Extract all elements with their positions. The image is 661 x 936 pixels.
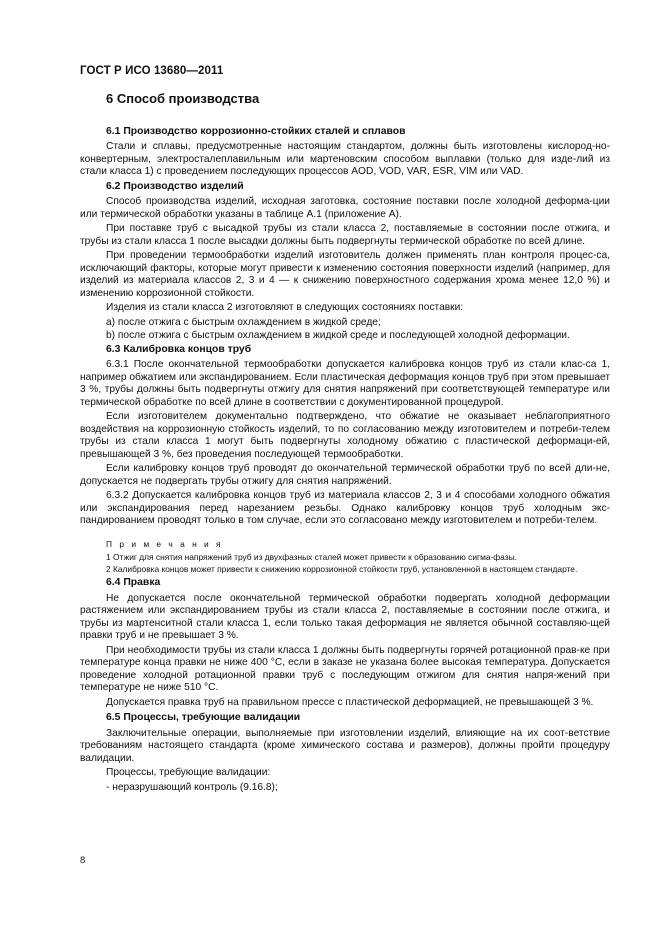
paragraph: Способ производства изделий, исходная заготовка, состояние поставки после холодной деформа-ции или термической обработки указаны в таблице А.1 (приложение А). <box>80 196 610 220</box>
subsection-6-2-title: 6.2 Производство изделий <box>106 180 244 192</box>
paragraph: При необходимости трубы из стали класса 1 должны быть подвергнуты горячей ротационной прав-ке при температуре конца правки не ниже 400 °С, если в заказе не указана более высокая температура. Допускается проведение холодной ротационной правки труб с последующим отжигом для снятия напря-жений при температуре не ниже 510 °С. <box>80 644 610 693</box>
paragraph: При проведении термообработки изделий изготовитель должен применять план контроля процес-са, исключающий факторы, которые могут привести к изменению состояния поверхности изделий (например, для изделий из материала классов 2, 3 и 4 — к снижению поверхностного содержания хрома менее 12,0 %) и изменению коррозионной стойкости. <box>80 250 610 299</box>
paragraph: Допускается правка труб на правильном прессе с пластической деформацией, не превышающей 3 %. <box>106 696 594 708</box>
paragraph: Процессы, требующие валидации: <box>106 767 271 778</box>
note-item: 2 Калибровка концов может привести к снижению коррозионной стойкости труб, установленной в настоящем стандарте. <box>106 563 578 574</box>
list-item: - неразрушающий контроль (9.16.8); <box>106 781 278 793</box>
paragraph: При поставке труб с высадкой трубы из стали класса 2, поставляемые в состоянии после отжига, и трубы из стали класса 1 после высадки должны быть подвергнуты термической обработке по всей длине. <box>80 223 610 247</box>
paragraph: Если калибровку концов труб проводят до окончательной термической обработки труб по всей дли-не, допускается не подвергать трубы отжигу для снятия напряжений. <box>80 463 610 487</box>
notes-title: П р и м е ч а н и я <box>106 538 224 549</box>
paragraph: Заключительные операции, выполняемые при изготовлении изделий, влияющие на их соот-ветствие требованиям настоящего стандарта (кроме химического состава и размеров), должны пройти процедуру валидации. <box>80 727 610 764</box>
page-number: 8 <box>80 855 86 866</box>
list-item: b) после отжига с быстрым охлаждением в жидкой среде и последующей холодной деформации. <box>106 330 570 341</box>
subsection-6-3-title: 6.3 Калибровка концов труб <box>106 343 252 355</box>
paragraph: Если изготовителем документально подтверждено, что обжатие не оказывает неблагоприятного воздействия на коррозионную стойкость изделий, то по согласованию между изготовителем и потреби-телем трубы из стали класса 1 могут быть подвергнуты холодному обжатию с пластической деформаци-ей, превышающей 3 %, без проведения последующей термообработки. <box>80 411 610 460</box>
note-item: 1 Отжиг для снятия напряжений труб из двухфазных сталей может привести к образованию сигма-фазы. <box>106 552 517 562</box>
paragraph: 6.3.2 Допускается калибровка концов труб из материала классов 2, 3 и 4 способами холодного обжатия или экспандирования перед нарезанием резьбы. Однако калибровку концов труб холодным экс-пандированием проводят только в том случае, если это согласовано между изготовителем и потреби-телем. <box>80 490 610 526</box>
document-body <box>80 90 610 795</box>
paragraph: Изделия из стали класса 2 изготовляют в следующих состояниях поставки: <box>106 302 464 313</box>
paragraph: Стали и сплавы, предусмотренные настоящим стандартом, должны быть изготовлены кислород-но-конвертерным, электросталеплавильным или мартеновским способом выплавки (только для изде-лий из стали класса 1) с проведением последующих процессов AOD, VOD, VAR, ESR, VIM или VAD. <box>80 141 610 177</box>
subsection-6-5-title: 6.5 Процессы, требующие валидации <box>106 712 301 723</box>
document-header: ГОСТ Р ИСО 13680—2011 <box>80 65 224 77</box>
paragraph: Не допускается после окончательной термической обработки подвергать холодной деформации растяжением или экспандированием трубы из стали класса 2, поставляемые в состоянии после отжига, и трубы из мартенситной стали класса 1, если только такая деформация не является обычной составляю-щей правки труб и не превышает 3 %. <box>80 592 610 641</box>
paragraph: 6.3.1 После окончательной термообработки допускается калибровка концов труб из стали клас-са 1, например обжатием или экспандированием. Если пластическая деформация концов труб при этом превышает 3 %, трубы должны быть подвергнуты отжигу для снятия напряжений при соответствующей температуре или термической обработке по всей длине в соответствии с документированной процедурой. <box>80 359 610 408</box>
subsection-6-4-title: 6.4 Правка <box>106 577 161 588</box>
list-item: а) после отжига с быстрым охлаждением в жидкой среде; <box>106 316 381 328</box>
subsection-6-1-title: 6.1 Производство коррозионно-стойких сталей и сплавов <box>106 125 406 137</box>
section-title: 6 Способ производства <box>106 91 260 106</box>
